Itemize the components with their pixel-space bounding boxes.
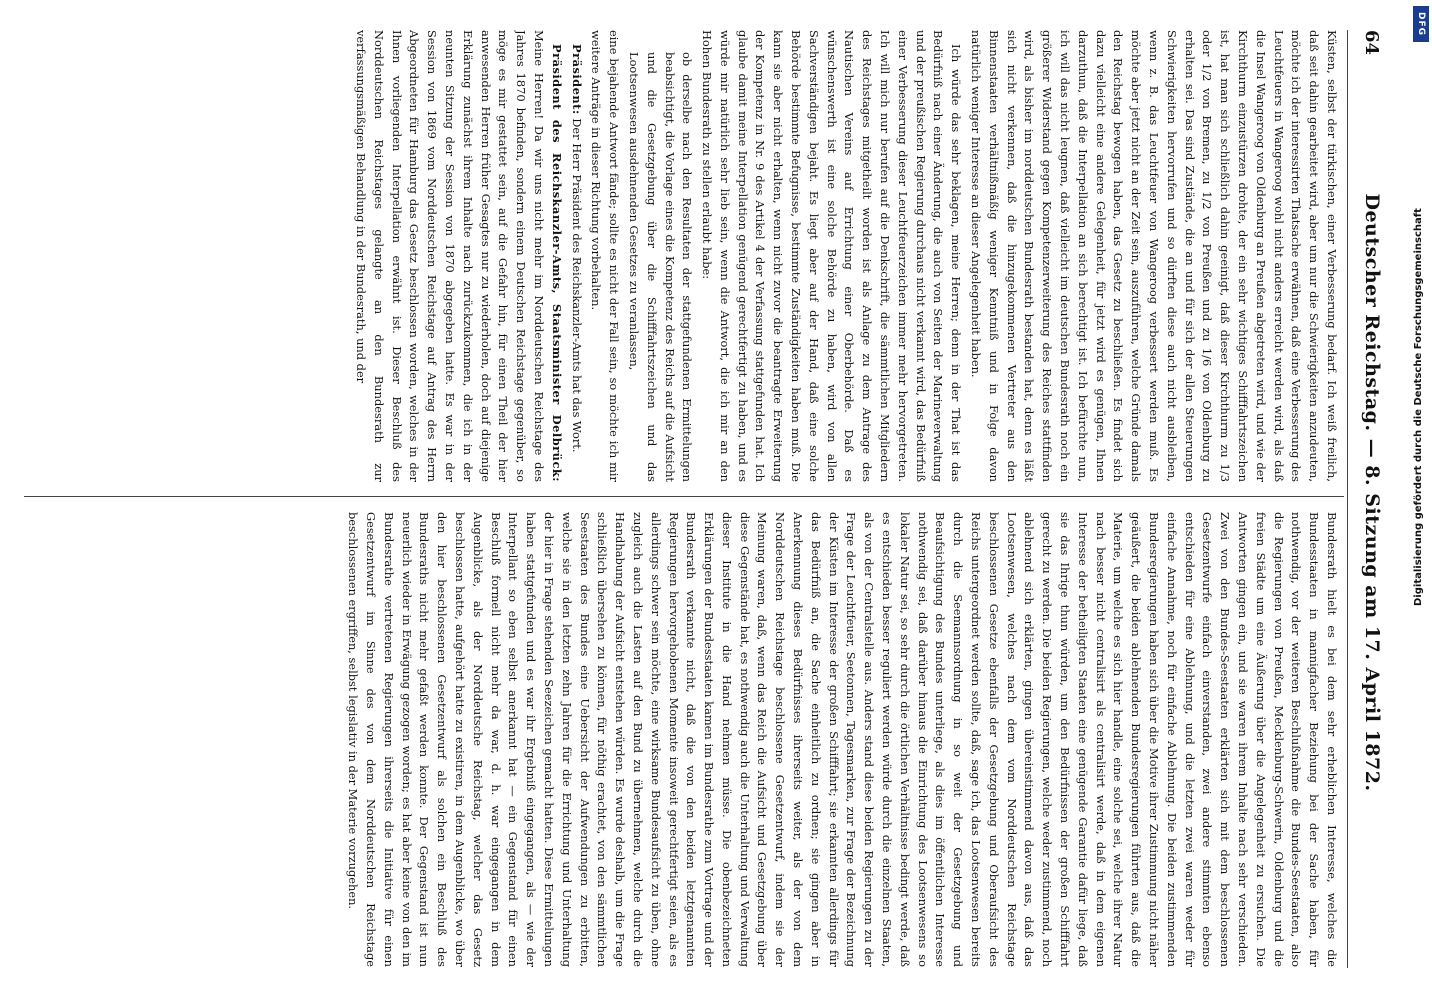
- left-quote: ob derselbe nach den Resultaten der stattgefundenen Ermittelungen beabsichtigt, die Vorlage eines die Kompetenz des Reichs auf die Aufsicht und die Gesetzgebung über die Schifffahrtszeichen und das Lootsenwesen ausdehnenden Gesetzes zu veranlassen,: [626, 52, 695, 482]
- left-paragraph-4: [567, 30, 585, 482]
- funding-credit: Digitalisierung gefördert durch die Deutsche Forschungsgemeinschaft: [1413, 208, 1424, 606]
- digitization-sidebar: [1412, 0, 1432, 1000]
- left-paragraph-1: Küsten, selbst der türkischen, einer Verbesserung bedarf. Ich weiß freilich, daß seit dahin gearbeitet wird, aber um nur die Schwierigkeiten anzudeuten, möchte ich der interessirten Thatsache erwähnen, daß eine Verbesserung des Leuchtfeuers in Wangeroog wohl nicht anders erreicht werden wird, als daß die Insel Wangeroog von Oldenburg an Preußen abgetreten wird, und wie der Kirchthurm einzustürzen drohte, der ein sehr wichtiges Schifffahrtszeichen ist, hat man sich schließlich dahin geeinigt, daß dieser Kirchthurm zu 1/3 oder 1/2 von Bremen, zu 1/2 von Preußen und zu 1/6 von Oldenburg zu erhalten sei. Das sind Zustände, die an und für sich der allen Steuerungen Schwierigkeiten hervorrufen und so dürften diese auch nicht ausbleiben, wenn z. B. das Leuchtfeuer von Wangeroog verbessert werden muß. Es möchte aber jetzt nicht an der Zeit sein, auszuführen, welche Gründe damals den Reichstag bewogen haben, das Gesetz zu beschließen. Es findet sich dazu vielleicht eine andere Gelegenheit, für jetzt wird es genügen, Ihnen darzuthun, daß die Interpellation an sich berechtigt ist. Ich befürchte nun, ich will das nicht leugnen, daß vielleicht im deutschen Bundesrath noch ein größerer Widerstand gegen Kompetenzerweiterung des Reiches stattfinden wird, als bisher im norddeutschen Bundesrath bestanden hat, denn es läßt sich nicht verkennen, daß die hinzugekommenen Vertreter aus den Binnenstaaten verhältnißmäßig weniger Kenntniß und in Folge davon natürlich weniger Interesse an dieser Angelegenheit haben.: [969, 30, 1339, 482]
- left-paragraph-5: [351, 30, 565, 482]
- right-column: [30, 512, 1340, 967]
- column-divider: [24, 496, 1344, 497]
- speaker-label: Präsident des Reichskanzler-Amts, Staatsminister Delbrück:: [549, 44, 564, 482]
- left-column: [30, 30, 1340, 482]
- right-paragraph-1: Bundesrath hielt es bei dem sehr erheblichen Interesse, welches die Bundesstaaten in mannigfacher Beziehung bei der Sache haben, für nothwendig, vor der weiteren Beschlußnahme die Bundes-Seestaaten, also die Regierungen von Preußen, Mecklenburg-Schwerin, Oldenburg und die freien Städte um eine Äußerung über die Angelegenheit zu ersuchen. Die Antworten gingen ein, und sie waren ihrem Inhalte nach sehr verschieden. Zwei von den Bundes-Seestaaten erklärten sich mit dem beschlossenen Gesetzentwurfe einfach einverstanden, zwei andere stimmten ebenso entschieden für eine Ablehnung, und die letzten zwei waren weder für einfache Annahme, noch für einfache Ablehnung. Die beiden zustimmenden Bundesregierungen haben sich über die Motive ihrer Zustimmung nicht näher geäußert, die beiden ablehnenden Bundesregierungen führten aus, daß die Materie, um welche es sich hier handle, eine solche sei, welche ihrer Natur nach besser nicht centralisirt als centralisirt werde, daß in dem eigenen Interesse der betheiligten Staaten eine genügende Garantie dafür liege, daß sie das Ihrige thun würden, um den Bedürfnissen der großen Schifffahrt gerecht zu werden. Die beiden Regierungen, welche weder zustimmend, noch ablehnend sich erklärten, gingen übereinstimmend davon aus, daß das Lootsenwesen, welches nach dem vom Norddeutschen Reichstage beschlossenen Gesetze ebenfalls der Gesetzgebung und Oberaufsicht des Reichs untergeordnet werden sollte, daß, sage ich, das Lootsenwesen bereits durch die Seemannsordnung in so weit der Gesetzgebung und Beaufsichtigung des Bundes unterliege, als dies im öffentlichen Interesse nothwendig sei, daß darüber hinaus die Einrichtung des Lootsenwesens so lokaler Natur sei, so sehr durch die örtlichen Verhältnisse bedingt werde, daß es entschieden besser reguliert werden würde durch die einzelnen Staaten, als von der Centralstelle aus. Anders stand diese beiden Regierungen zu der Frage der Leuchtfeuer, Seetonnen, Tagesmarken, zur Frage der Bezeichnung der Küsten im Interesse der großen Schifffahrt; sie erkannten allerdings für das Bedürfniß an, die Sache einheitlich zu ordnen; sie gingen aber in Anerkennung dieses Bedürfnisses ihrerseits weiter, als der von dem Norddeutschen Reichstage beschlossene Gesetzentwurf, indem sie der Meinung waren, daß, wenn das Reich die Aufsicht und Gesetzgebung über diese Gegenstände hat, es nothwendig auch die Unterhaltung und Verwaltung dieser Institute in die Hand nehmen müsse. Die obenbezeichneten Erklärungen der Bundesstaaten kamen im Bundesrathe zum Vortrage und der Bundesrath verkannte nicht, daß die von den beiden letztgenannten Regierungen hervorgehobenen Momente insoweit gerechtfertigt seien, als es allerdings schwer sein möchte, eine wirksame Bundesaufsicht zu üben, ohne zugleich auch die Lasten auf den Bund zu übernehmen, welche durch die Handhabung der Aufsicht entstehen würden. Es wurde deshalb, um die Frage schließlich übersehen zu können, für nöthig erachtet, von den sämmtlichen Seestaaten des Bundes eine Uebersicht der Aufwendungen zu erbitten, welche sie in den letzten zehn Jahren für die Errichtung und Unterhaltung der hier in Frage stehenden Seezeichen gemacht hatten. Diese Ermittelungen haben stattgefunden und es war ihr Ergebniß eingegangen, als — wie der Interpellant so eben selbst anerkannt hat — ein Gegenstand für einen Beschluß formell nicht mehr da war, d. h. war eingegangen in dem Augenblicke, als der Norddeutsche Reichstag, welcher das Gesetz beschlossen hatte, aufgehört hatte zu existiren, in dem Augenblicke, wo über den hier beschlossenen Gesetzentwurf als solchen ein Beschluß des Bundesraths nicht mehr gefaßt werden konnte. Der Gegenstand ist nun neuerlich wieder in Erwägung gezogen worden; es hat aber keine von den im Bundesrathe vertretenen Regierungen ihrerseits die Initiative für einen Gesetzentwurf im Sinne des von dem Norddeutschen Reichstage beschlossenen ergriffen, selbst legislativ in der Materie vorzugehen.: [346, 512, 1339, 967]
- dfg-logo: DFG: [1413, 6, 1429, 42]
- header-rule: [1347, 30, 1348, 968]
- speaker-label: Präsident:: [569, 44, 584, 115]
- page-header: [1352, 30, 1392, 960]
- left-paragraph-2: Ich würde das sehr beklagen, meine Herren; denn in der That ist das Bedürfniß nach einer Änderung, die auch von Seiten der Marineverwaltung und der preußischen Regierung durchaus nicht verkannt wird, das Bedürfniß einer Verbesserung dieser Leuchtfeuerzeichen immer mehr hervorgetreten. Ich will mich nur berufen auf die Denkschrift, die sämmtlichen Mitgliedern des Reichstages mitgetheilt worden ist als Anlage zu dem Antrage des Nautischen Vereins auf Errichtung einer Oberbehörde. Daß es wünschenswerth ist eine solche Behörde zu haben, wird von allen Sachverständigen bejaht. Es liegt aber auf der Hand, daß eine solche Behörde bestimmte Befugnisse, bestimmte Zuständigkeiten haben muß. Die kann sie aber nicht erhalten, wenn nicht zuvor die beantragte Erweiterung der Kompetenz in Nr. 9 des Artikel 4 der Verfassung stattgefunden hat. Ich glaube damit meine Interpellation genügend gerechtfertigt zu haben, und es würde mir natürlich sehr lieb sein, wenn die Antwort, die ich mir an den Hohen Bundesrath zu stellen erlaubt habe:: [700, 30, 964, 482]
- page-number: 64: [1361, 30, 1383, 56]
- left-paragraph-3: eine bejahende Antwort fände; sollte es nicht der Fall sein, so möchte ich mir weitere Anträge in dieser Richtung vorbehalten.: [589, 30, 622, 482]
- speaker-text: Meine Herren! Da wir uns nicht mehr im Norddeutschen Reichstage des Jahres 1870 befinden, sondern einem Deutschen Reichstage gegenüber, so möge es mir gestattet sein, auf die Gefahr hin, für einen Theil der hier anwesenden Herren früher Gesagtes nur zu wiederholen, doch auf diejenige Erklärung zunächst ihrem Inhalte nach zurückzukommen, die ich in der neunten Sitzung der Session von 1870 abgegeben hatte. Es war in der Session von 1869 vom Norddeutschen Reichstage auf Antrag des Herrn Abgeordneten für Hamburg das Gesetz beschlossen worden, welches in der Ihnen vorliegenden Interpellation erwähnt ist. Dieser Beschluß des Norddeutschen Reichstages gelangte an den Bundesrath zur verfassungsmäßigen Behandlung in der Bundesrath, und der: [353, 30, 546, 482]
- speaker-text: Der Herr Präsident des Reichskanzler-Amts hat das Wort.: [569, 114, 584, 453]
- page-title: Deutscher Reichstag. — 8. Sitzung am 17. April 1872.: [1361, 193, 1383, 792]
